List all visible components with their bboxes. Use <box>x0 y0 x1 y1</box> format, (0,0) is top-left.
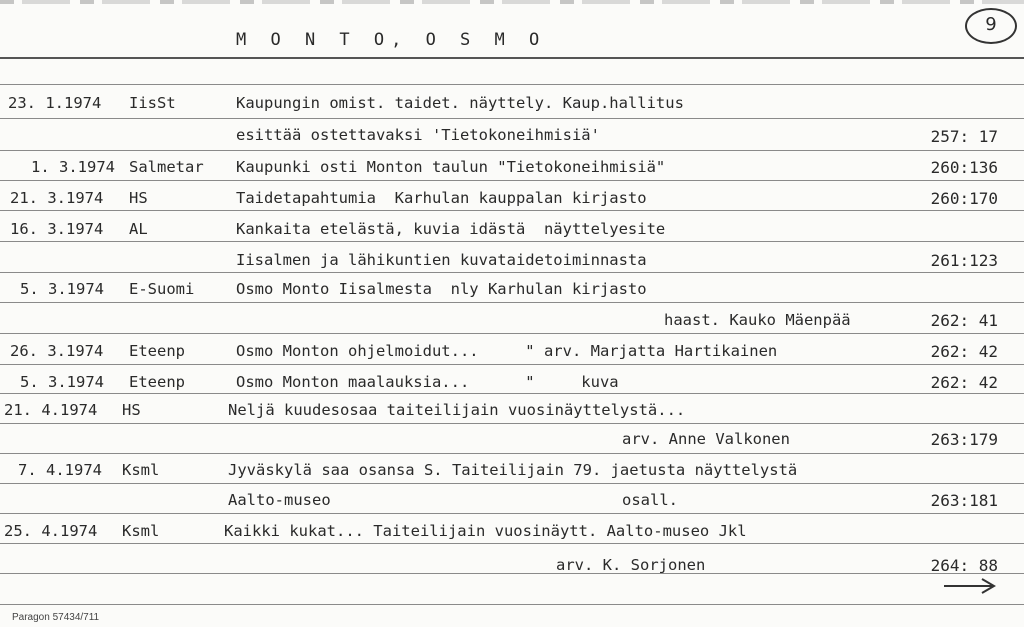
entry-source: E-Suomi <box>129 280 195 298</box>
entry-text: arv. K. Sorjonen <box>556 556 706 574</box>
rule <box>0 84 1024 85</box>
entry-text: Iisalmen ja lähikuntien kuvataidetoiminnasta <box>236 251 647 269</box>
rule <box>0 302 1024 303</box>
entry-text-extra: osall. <box>622 491 678 509</box>
rule <box>0 513 1024 514</box>
rule <box>0 241 1024 242</box>
scan-edge <box>0 0 1024 4</box>
entry-text: Taidetapahtumia Karhulan kauppalan kirjasto <box>236 189 647 207</box>
rule <box>0 573 1024 574</box>
rule <box>0 483 1024 484</box>
entry-date: 21. 4.1974 <box>4 401 98 419</box>
entry-text: Kaupungin omist. taidet. näyttely. Kaup.hallitus <box>236 94 684 112</box>
entry-ref: 260:136 <box>930 158 998 177</box>
entry-date: 7. 4.1974 <box>18 461 102 479</box>
entry-text: haast. Kauko Mäenpää <box>664 311 851 329</box>
entry-ref: 262: 42 <box>930 373 998 392</box>
entry-date: 16. 3.1974 <box>10 220 104 238</box>
entry-source: Salmetar <box>129 158 204 176</box>
entry-source: Eteenp <box>129 342 185 360</box>
entry-date: 5. 3.1974 <box>20 373 104 391</box>
entry-date: 1. 3.1974 <box>31 158 115 176</box>
card-number-circle: 9 <box>965 8 1017 44</box>
entry-date: 23. 1.1974 <box>8 94 102 112</box>
entry-ref: 263:179 <box>930 430 998 449</box>
continue-arrow-icon <box>942 576 998 596</box>
entry-ref: 262: 42 <box>930 342 998 361</box>
rule <box>0 180 1024 181</box>
entry-text: Osmo Monton ohjelmoidut... " arv. Marjatta Hartikainen <box>236 342 778 360</box>
entry-text: Kaupunki osti Monton taulun "Tietokoneihmisiä" <box>236 158 666 176</box>
entry-source: Ksml <box>122 461 160 479</box>
entry-text: Kaikki kukat... Taiteilijain vuosinäytt. Aalto-museo Jkl <box>224 522 747 540</box>
entry-source: HS <box>129 189 148 207</box>
entry-ref: 261:123 <box>930 251 998 270</box>
entry-text: Jyväskylä saa osansa S. Taiteilijain 79. jaetusta näyttelystä <box>228 461 798 479</box>
entry-ref: 262: 41 <box>930 311 998 330</box>
rule <box>0 423 1024 424</box>
rule <box>0 333 1024 334</box>
entry-text: Osmo Monton maalauksia... " kuva <box>236 373 619 391</box>
entry-source: AL <box>129 220 148 238</box>
entry-text: Kankaita etelästä, kuvia idästä näyttelyesite <box>236 220 666 238</box>
rule <box>0 543 1024 544</box>
entry-date: 25. 4.1974 <box>4 522 98 540</box>
entry-text: Osmo Monto Iisalmesta nly Karhulan kirjasto <box>236 280 647 298</box>
entry-ref: 264: 88 <box>930 556 998 575</box>
entry-text: Aalto-museo <box>228 491 331 509</box>
entry-ref: 260:170 <box>930 189 998 208</box>
entry-date: 21. 3.1974 <box>10 189 104 207</box>
entry-ref: 257: 17 <box>930 127 998 146</box>
rule <box>0 393 1024 394</box>
rule <box>0 604 1024 605</box>
rule <box>0 453 1024 454</box>
printer-mark: Paragon 57434/711 <box>12 612 100 623</box>
entry-source: Ksml <box>122 522 160 540</box>
rule <box>0 364 1024 365</box>
entry-date: 5. 3.1974 <box>20 280 104 298</box>
entry-source: Eteenp <box>129 373 185 391</box>
rule <box>0 118 1024 119</box>
rule <box>0 210 1024 211</box>
entry-text: esittää ostettavaksi 'Tietokoneihmisiä' <box>236 126 600 144</box>
entry-date: 26. 3.1974 <box>10 342 104 360</box>
rule <box>0 150 1024 151</box>
header-rule <box>0 57 1024 59</box>
entry-source: IisSt <box>129 94 176 112</box>
rule <box>0 272 1024 273</box>
entry-source: HS <box>122 401 141 419</box>
entry-text: Neljä kuudesosaa taiteilijain vuosinäyttelystä... <box>228 401 686 419</box>
entry-text: arv. Anne Valkonen <box>622 430 790 448</box>
card-title: M O N T O, O S M O <box>236 30 547 50</box>
entry-ref: 263:181 <box>930 491 998 510</box>
